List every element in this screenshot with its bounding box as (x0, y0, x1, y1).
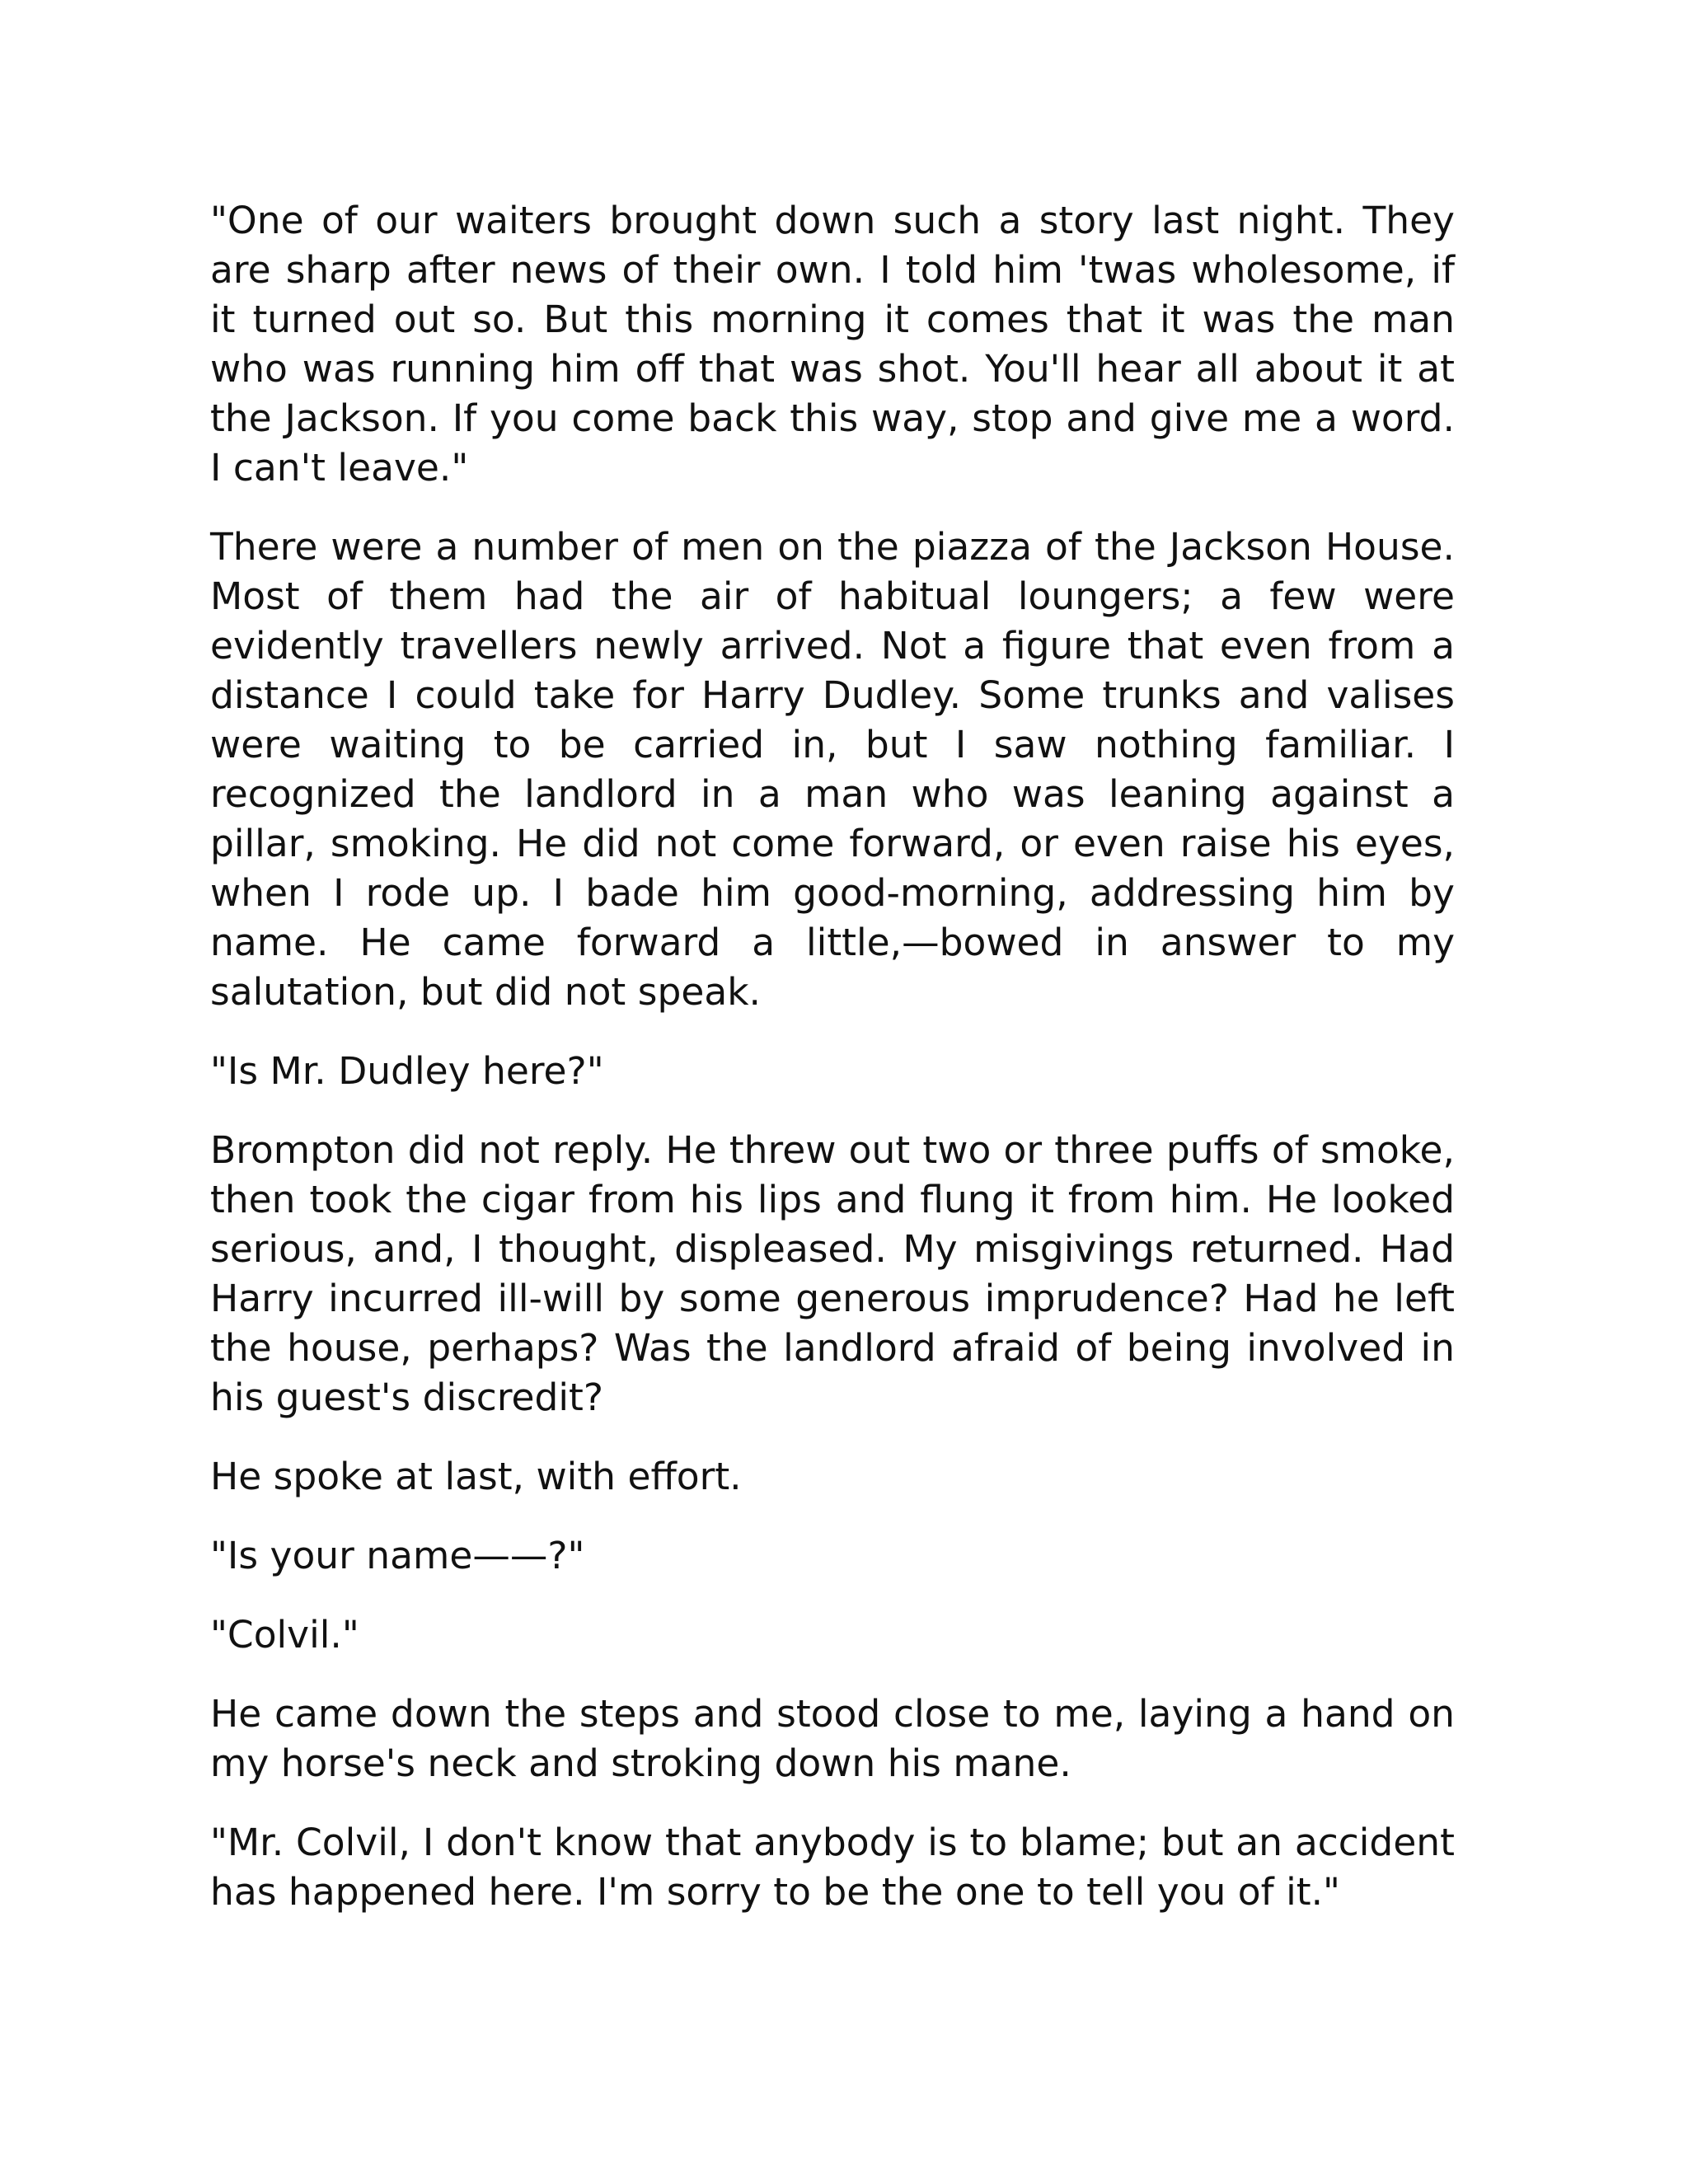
paragraph-steps: He came down the steps and stood close to me, laying a hand on my horse's neck and stroking down his mane. (210, 1692, 1455, 1785)
paragraph-spoke-at-last: He spoke at last, with effort. (210, 1455, 742, 1498)
paragraph-brompton: Brompton did not reply. He threw out two or three puffs of smoke, then took the cigar from his lips and flung it from him. He looked serious, and, I thought, displeased. My misgivings returned. Had Harry incurred ill-will by some generous imprudence? Had he left the house, perhaps? Was the landlord afraid of being involved in his guest's discredit? (210, 1128, 1455, 1419)
paragraph-dudley-question: "Is Mr. Dudley here?" (210, 1049, 604, 1093)
paragraph-accident: "Mr. Colvil, I don't know that anybody is to blame; but an accident has happened here. I'm sorry to be the one to tell you of it." (210, 1821, 1455, 1914)
paragraph-waiter-story: "One of our waiters brought down such a story last night. They are sharp after news of their own. I told him 'twas wholesome, if it turned out so. But this morning it comes that it was the man who was running him off that was shot. You'll hear all about it at the Jackson. If you come back this way, stop and give me a word. I can't leave." (210, 199, 1455, 490)
paragraph-name-question: "Is your name——?" (210, 1534, 585, 1577)
paragraph-jackson-house: There were a number of men on the piazza of the Jackson House. Most of them had the air of habitual loungers; a few were evidently travellers newly arrived. Not a figure that even from a distance I could take for Harry Dudley. Some trunks and valises were waiting to be carried in, but I saw nothing familiar. I recognized the landlord in a man who was leaning against a pillar, smoking. He did not come forward, or even raise his eyes, when I rode up. I bade him good-morning, addressing him by name. He came forward a little,—bowed in answer to my salutation, but did not speak. (210, 525, 1455, 1014)
paragraph-colvil: "Colvil." (210, 1613, 359, 1657)
body-text (210, 196, 1455, 1947)
